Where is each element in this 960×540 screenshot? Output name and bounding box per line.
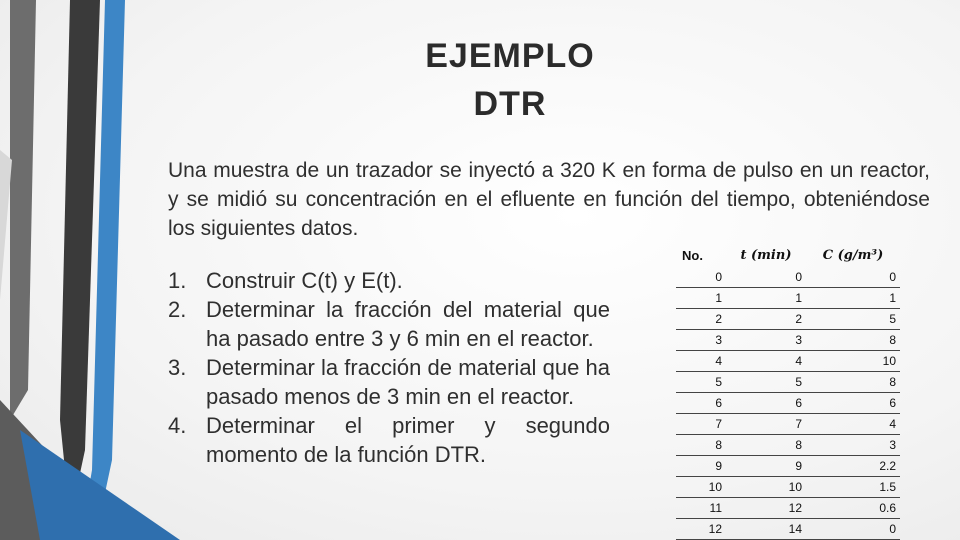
cell-no: 10 [676,477,726,498]
cell-concentration: 0.6 [806,498,900,519]
cell-no: 4 [676,351,726,372]
table-row [676,456,900,477]
cell-no: 5 [676,372,726,393]
cell-concentration: 8 [806,372,900,393]
cell-no: 11 [676,498,726,519]
cell-time: 0 [726,267,806,288]
table-row [676,372,900,393]
cell-time: 3 [726,330,806,351]
cell-time: 12 [726,498,806,519]
table-row [676,519,900,540]
cell-concentration: 5 [806,309,900,330]
cell-concentration: 0 [806,519,900,540]
table-row [676,393,900,414]
task-item [168,266,610,295]
title-line-1: EJEMPLO [425,37,595,75]
task-list [168,266,610,469]
task-item [168,295,610,353]
table-row [676,414,900,435]
table-row [676,351,900,372]
cell-concentration: 6 [806,393,900,414]
table-row [676,330,900,351]
cell-no: 7 [676,414,726,435]
task-text: Determinar el primer y segundo momento de la función DTR. [206,413,610,467]
table-body [676,267,900,540]
cell-time: 14 [726,519,806,540]
cell-no: 2 [676,309,726,330]
header-time: t (min) [740,247,792,263]
cell-no: 9 [676,456,726,477]
header-no: No. [682,247,703,263]
table-row [676,288,900,309]
cell-time: 7 [726,414,806,435]
cell-no: 6 [676,393,726,414]
cell-time: 8 [726,435,806,456]
cell-time: 5 [726,372,806,393]
cell-time: 6 [726,393,806,414]
task-number: 1. [168,268,187,293]
table-row [676,435,900,456]
cell-concentration: 3 [806,435,900,456]
table-row [676,477,900,498]
task-text: Construir C(t) y E(t). [206,268,403,293]
table-row [676,267,900,288]
cell-concentration: 10 [806,351,900,372]
table-header-row [676,243,900,267]
cell-concentration: 1 [806,288,900,309]
task-item [168,411,610,469]
slide-title [380,32,640,128]
gray-stripe [10,0,36,420]
task-number: 2. [168,297,187,322]
cell-no: 0 [676,267,726,288]
cell-no: 3 [676,330,726,351]
task-text: Determinar la fracción del material que ha pasado entre 3 y 6 min en el reactor. [206,297,610,351]
cell-no: 1 [676,288,726,309]
cell-concentration: 1.5 [806,477,900,498]
cell-time: 2 [726,309,806,330]
cell-time: 1 [726,288,806,309]
cell-no: 12 [676,519,726,540]
cell-no: 8 [676,435,726,456]
task-number: 3. [168,355,187,380]
task-item [168,353,610,411]
intro-paragraph: Una muestra de un trazador se inyectó a 320 K en forma de pulso en un reactor, y se midió su concentración en el efluente en función del tiempo, obteniéndose los siguientes datos. [168,159,930,240]
table-row [676,498,900,519]
task-number: 4. [168,413,187,438]
cell-concentration: 8 [806,330,900,351]
header-concentration: C (g/m³) [822,247,884,263]
cell-time: 4 [726,351,806,372]
task-text: Determinar la fracción de material que ha pasado menos de 3 min en el reactor. [206,355,610,409]
table-row [676,309,900,330]
cell-time: 9 [726,456,806,477]
cell-concentration: 2.2 [806,456,900,477]
title-line-2: DTR [473,85,547,123]
cell-concentration: 4 [806,414,900,435]
cell-concentration: 0 [806,267,900,288]
cell-time: 10 [726,477,806,498]
data-table [676,243,900,540]
